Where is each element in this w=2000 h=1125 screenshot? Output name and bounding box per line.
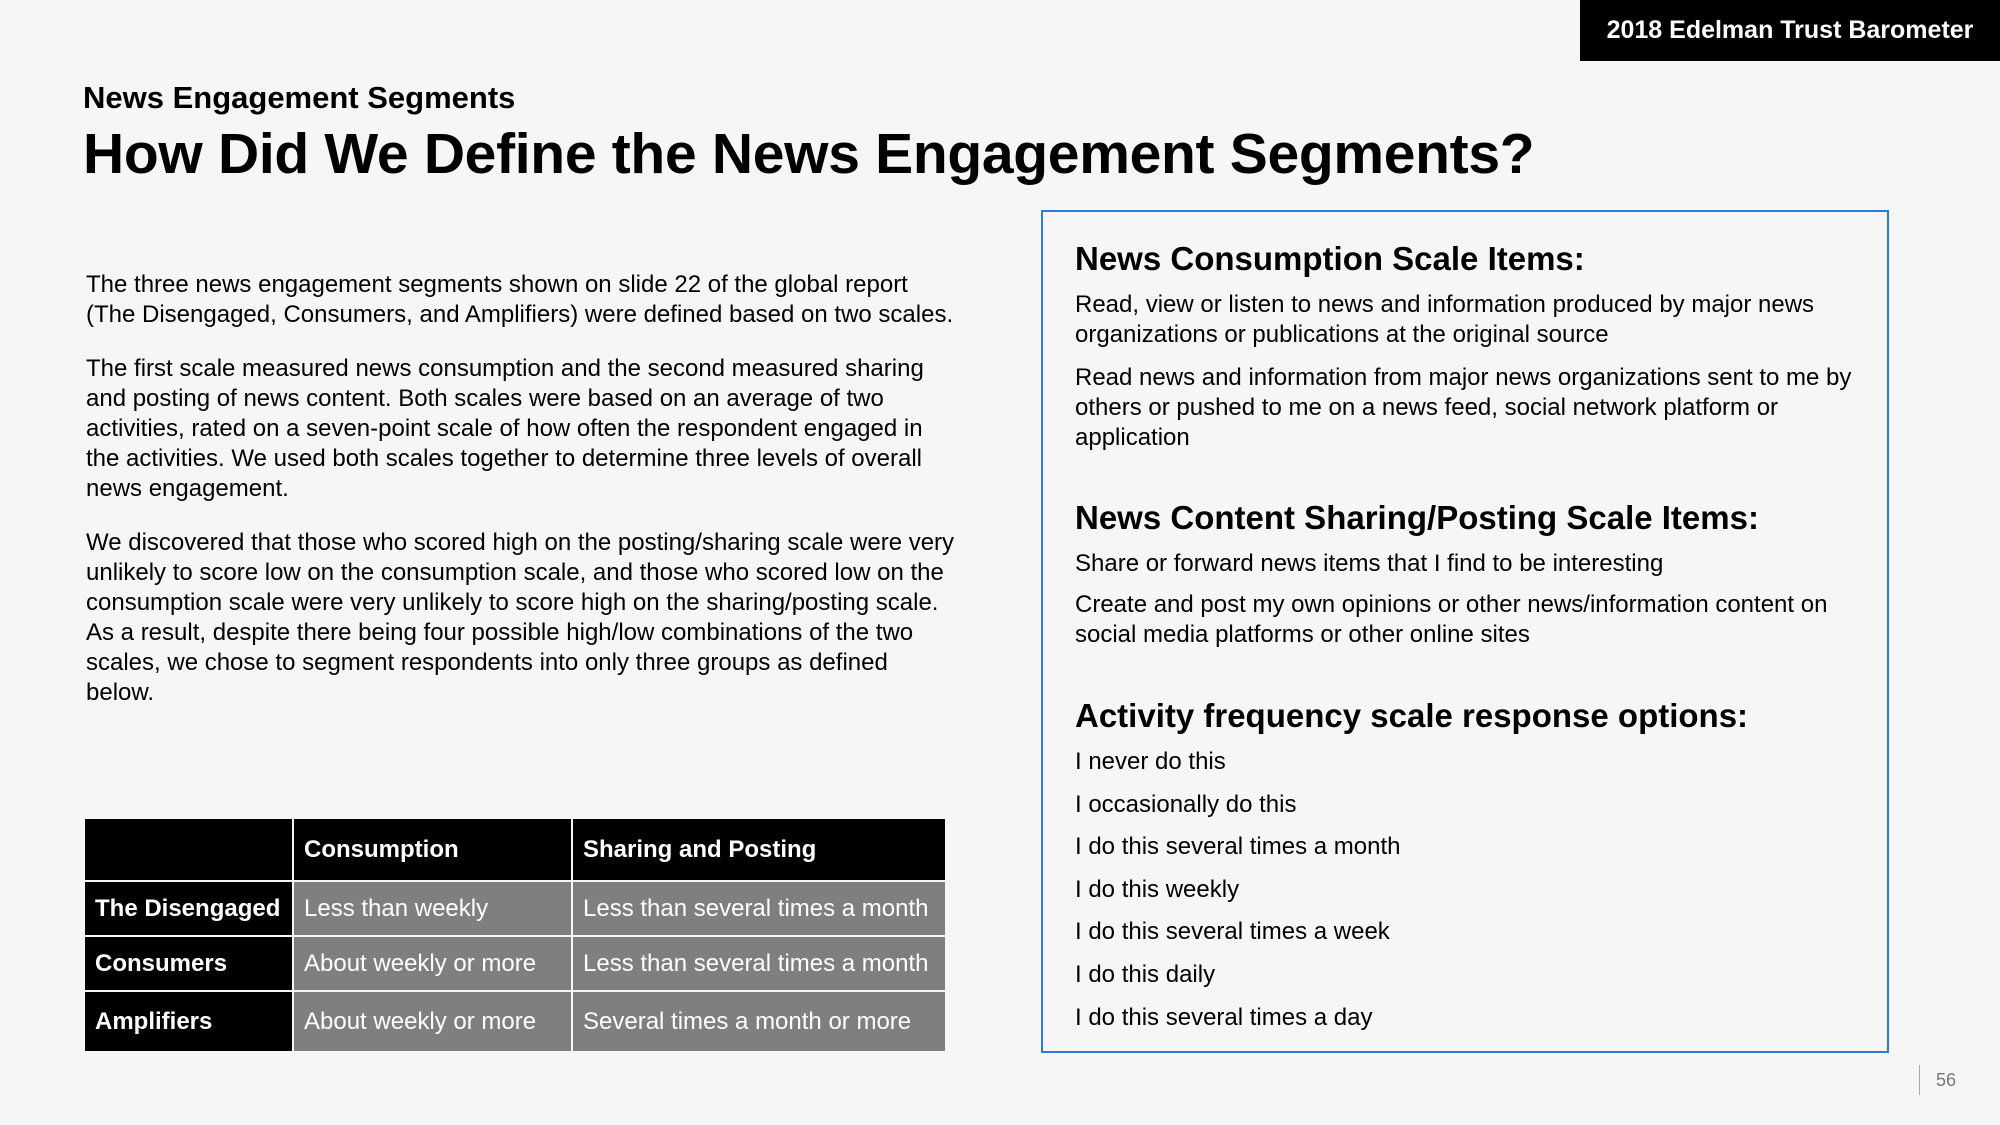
table-cell: Less than several times a month xyxy=(572,881,946,936)
table-cell: Less than weekly xyxy=(293,881,572,936)
consumption-item: Read, view or listen to news and information produced by major news organizations or publications at the original source xyxy=(1075,291,1815,348)
table-row xyxy=(84,881,946,936)
table-header-cell: Consumption xyxy=(293,818,572,881)
frequency-option: I do this several times a week xyxy=(1075,918,1390,945)
table-row xyxy=(84,991,946,1052)
table-header-cell: Sharing and Posting xyxy=(572,818,946,881)
sharing-item: Share or forward news items that I find to be interesting xyxy=(1075,550,1664,577)
frequency-option: I do this weekly xyxy=(1075,876,1240,903)
segment-definition-table xyxy=(83,817,947,1053)
frequency-heading: Activity frequency scale response options: xyxy=(1075,697,1749,734)
frequency-option: I occasionally do this xyxy=(1075,791,1297,818)
table-row xyxy=(84,936,946,991)
section-kicker: News Engagement Segments xyxy=(83,80,516,115)
segment-name: Consumers xyxy=(84,936,293,991)
consumption-item: Read news and information from major news organizations sent to me by others or pushed to me on a news feed, social network platform or application xyxy=(1075,364,1852,451)
frequency-option: I do this daily xyxy=(1075,961,1216,988)
table-header-row xyxy=(84,818,946,881)
table-cell: About weekly or more xyxy=(293,936,572,991)
scale-items-panel xyxy=(1041,210,1889,1053)
segment-name: The Disengaged xyxy=(84,881,293,936)
table-cell: Less than several times a month xyxy=(572,936,946,991)
sharing-heading: News Content Sharing/Posting Scale Items: xyxy=(1075,499,1759,536)
frequency-option: I never do this xyxy=(1075,748,1226,775)
sharing-item: Create and post my own opinions or other news/information content on social media platforms or other online sites xyxy=(1075,591,1828,648)
report-badge: 2018 Edelman Trust Barometer xyxy=(1580,0,2000,61)
page-number: 56 xyxy=(1919,1065,1956,1095)
intro-paragraph: We discovered that those who scored high on the posting/sharing scale were very unlikely to score low on the consumption scale, and those who scored low on the consumption scale were very unlikely to score high on the sharing/posting scale. As a result, despite there being four possible high/low combinations of the two scales, we chose to segment respondents into only three groups as defined below. xyxy=(86,529,955,706)
consumption-heading: News Consumption Scale Items: xyxy=(1075,240,1585,277)
table-cell: About weekly or more xyxy=(293,991,572,1052)
table-header-cell xyxy=(84,818,293,881)
frequency-option: I do this several times a month xyxy=(1075,833,1401,860)
frequency-option: I do this several times a day xyxy=(1075,1004,1373,1031)
intro-paragraph: The first scale measured news consumption and the second measured sharing and posting of news content. Both scales were based on an average of two activities, rated on a seven-point scale of how often the respondent engaged in the activities. We used both scales together to determine three levels of overall news engagement. xyxy=(86,355,924,502)
intro-paragraph: The three news engagement segments shown on slide 22 of the global report (The Disengaged, Consumers, and Amplifiers) were defined based on two scales. xyxy=(86,271,954,328)
page-title: How Did We Define the News Engagement Segments? xyxy=(83,122,1535,186)
segment-name: Amplifiers xyxy=(84,991,293,1052)
intro-text xyxy=(86,270,961,732)
table-cell: Several times a month or more xyxy=(572,991,946,1052)
